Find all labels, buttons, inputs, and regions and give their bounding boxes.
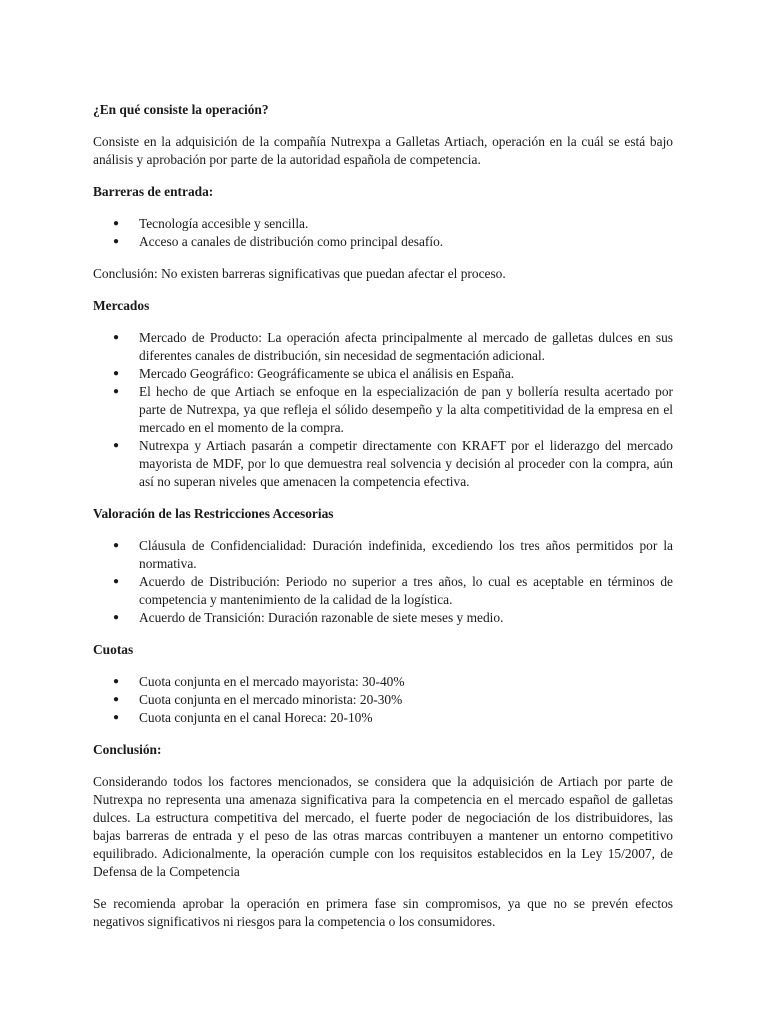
conclusion-paragraph-1: Considerando todos los factores mencionados, se considera que la adquisición de Artiach por parte de Nutrexpa no representa una amenaza significativa para la competencia en el mercado español de galletas dulces. La estructura competitiva del mercado, el fuerte poder de negociación de los distribuidores, las bajas barreras de entrada y el peso de las otras marcas contribuyen a mantener un entorno competitivo equilibrado. Adicionalmente, la operación cumple con los requisitos establecidos en la Ley 15/2007, de Defensa de la Competencia [93,774,673,879]
list-item-text: Cuota conjunta en el mercado mayorista: 30-40% [139,674,405,689]
list-item-text: Mercado de Producto: La operación afecta principalmente al mercado de galletas dulces en sus diferentes canales de distribución, sin necesidad de segmentación adicional. [139,330,673,363]
section-heading-barreras: Barreras de entrada: [93,184,214,199]
list-item-text: Acceso a canales de distribución como principal desafío. [139,234,444,249]
document-page [93,101,673,931]
section-heading-conclusion: Conclusión: [93,742,162,757]
bullet-icon: ● [113,332,120,343]
section-heading-mercados: Mercados [93,298,150,313]
list-item-text: Cuota conjunta en el mercado minorista: 20-30% [139,692,403,707]
conclusion-paragraph-2: Se recomienda aprobar la operación en primera fase sin compromisos, ya que no se prevén efectos negativos significativos ni riesgos para la competencia o los consumidores. [93,896,673,929]
list-item [93,691,673,709]
bullet-icon: ● [113,612,120,623]
restricciones-list [93,537,673,627]
bullet-icon: ● [113,440,120,451]
list-item-text: Tecnología accesible y sencilla. [139,216,309,231]
list-item-text: Cláusula de Confidencialidad: Duración indefinida, excediendo los tres años permitidos por la normativa. [139,538,673,571]
mercados-list [93,329,673,491]
bullet-icon: ● [113,676,120,687]
list-item [93,383,673,437]
bullet-icon: ● [113,236,120,247]
list-item [93,709,673,727]
section-heading-operacion: ¿En qué consiste la operación? [93,102,269,117]
list-item-text: Acuerdo de Transición: Duración razonable de siete meses y medio. [139,610,504,625]
list-item [93,233,673,251]
list-item [93,215,673,233]
list-item-text: Nutrexpa y Artiach pasarán a competir directamente con KRAFT por el liderazgo del mercado mayorista de MDF, por lo que demuestra real solvencia y decisión al proceder con la compra, aún así no superan niveles que amenacen la competencia efectiva. [139,438,673,489]
list-item [93,573,673,609]
list-item [93,365,673,383]
list-item [93,609,673,627]
bullet-icon: ● [113,712,120,723]
bullet-icon: ● [113,368,120,379]
barreras-conclusion: Conclusión: No existen barreras significativas que puedan afectar el proceso. [93,266,506,281]
cuotas-list [93,673,673,727]
barreras-list [93,215,673,251]
bullet-icon: ● [113,576,120,587]
bullet-icon: ● [113,386,120,397]
list-item-text: Acuerdo de Distribución: Periodo no superior a tres años, lo cual es aceptable en términos de competencia y mantenimiento de la calidad de la logística. [139,574,673,607]
bullet-icon: ● [113,694,120,705]
list-item [93,673,673,691]
bullet-icon: ● [113,218,120,229]
operacion-paragraph: Consiste en la adquisición de la compañía Nutrexpa a Galletas Artiach, operación en la cuál se está bajo análisis y aprobación por parte de la autoridad española de competencia. [93,134,673,167]
bullet-icon: ● [113,540,120,551]
list-item-text: Cuota conjunta en el canal Horeca: 20-10% [139,710,373,725]
list-item [93,437,673,491]
list-item-text: Mercado Geográfico: Geográficamente se ubica el análisis en España. [139,366,515,381]
list-item [93,537,673,573]
list-item-text: El hecho de que Artiach se enfoque en la especialización de pan y bollería resulta acertado por parte de Nutrexpa, ya que refleja el sólido desempeño y la alta competitividad de la empresa en el mercado en el momento de la compra. [139,384,673,435]
section-heading-restricciones: Valoración de las Restricciones Accesorias [93,506,334,521]
list-item [93,329,673,365]
section-heading-cuotas: Cuotas [93,642,134,657]
